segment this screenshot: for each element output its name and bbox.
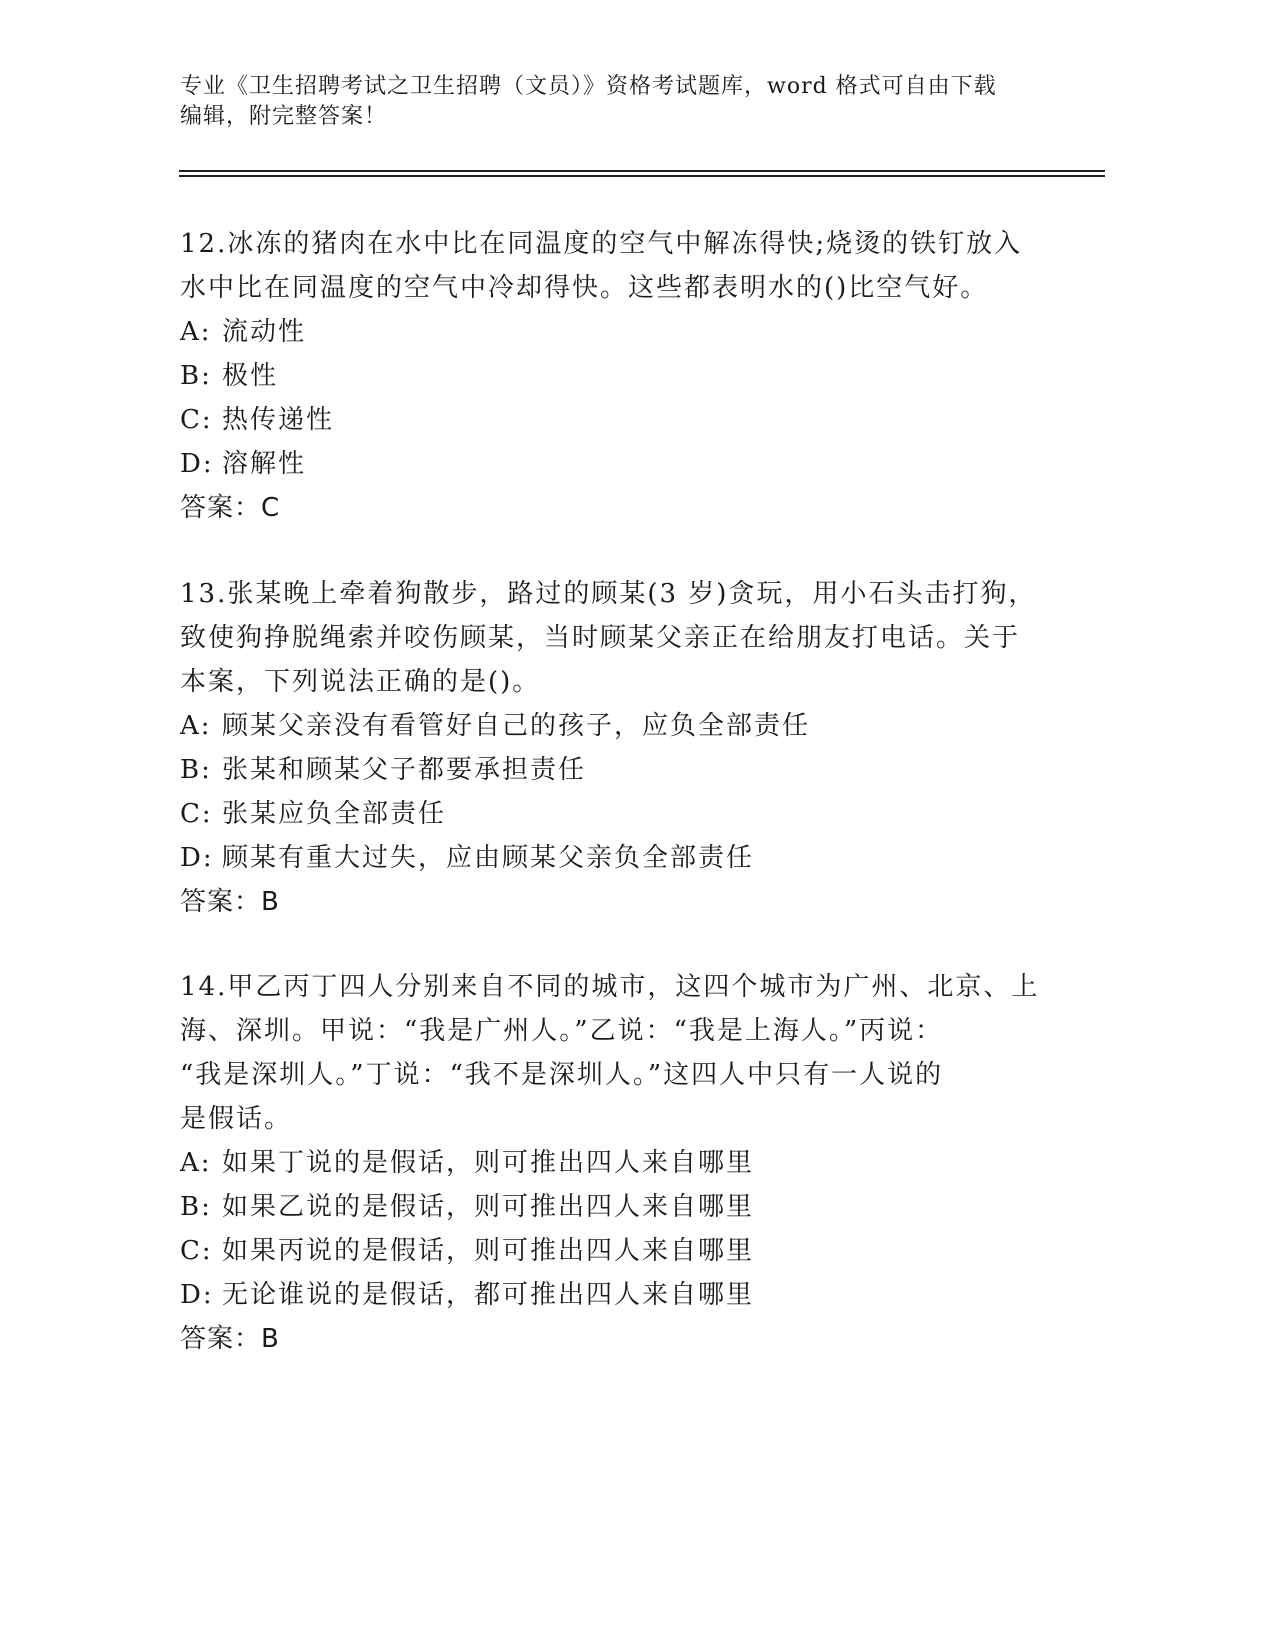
header-divider-bottom [179, 175, 1105, 177]
option-b [180, 748, 1040, 792]
option-d [180, 442, 1040, 486]
option-text: 极性 [222, 361, 279, 391]
option-text: 流动性 [222, 317, 307, 347]
question-13 [180, 572, 1040, 924]
option-text: 无论谁说的是假话，都可推出四人来自哪里 [222, 1280, 755, 1310]
option-key: C: [180, 405, 213, 435]
option-c [180, 792, 1040, 836]
answer-line: 答案：C [180, 493, 281, 523]
stem-line: 12.冰冻的猪肉在水中比在同温度的空气中解冻得快;烧烫的铁钉放入 [180, 229, 1023, 259]
option-c [180, 1229, 1040, 1273]
stem-line: 是假话。 [180, 1104, 293, 1134]
option-text: 张某和顾某父子都要承担责任 [222, 755, 587, 785]
option-key: A: [180, 711, 212, 741]
option-a [180, 310, 1040, 354]
option-b [180, 1185, 1040, 1229]
option-key: A: [180, 317, 212, 347]
question-stem [180, 965, 1040, 1141]
stem-line: 致使狗挣脱绳索并咬伤顾某，当时顾某父亲正在给朋友打电话。关于 [180, 623, 1021, 653]
option-text: 顾某有重大过失，应由顾某父亲负全部责任 [222, 843, 755, 873]
option-key: B: [180, 361, 212, 391]
header-divider-top [179, 170, 1105, 172]
option-key: C: [180, 799, 213, 829]
option-a [180, 1141, 1040, 1185]
option-key: D: [180, 449, 214, 479]
option-key: A: [180, 1148, 212, 1178]
stem-line: 13.张某晚上牵着狗散步，路过的顾某(3 岁)贪玩，用小石头击打狗， [180, 579, 1037, 609]
answer-line: 答案：B [180, 887, 280, 917]
document-header [180, 72, 1040, 132]
question-14 [180, 965, 1040, 1361]
header-title-line-2: 编辑，附完整答案！ [180, 104, 388, 129]
answer-line: 答案：B [180, 1324, 280, 1354]
option-key: B: [180, 755, 212, 785]
header-title-line-1: 专业《卫生招聘考试之卫生招聘（文员）》资格考试题库，word 格式可自由下载 [180, 74, 997, 99]
question-stem [180, 222, 1040, 310]
option-text: 如果丙说的是假话，则可推出四人来自哪里 [222, 1236, 755, 1266]
option-text: 溶解性 [222, 449, 307, 479]
question-12 [180, 222, 1040, 530]
option-text: 如果乙说的是假话，则可推出四人来自哪里 [222, 1192, 755, 1222]
stem-line: 本案，下列说法正确的是()。 [180, 667, 541, 697]
option-a [180, 704, 1040, 748]
question-stem [180, 572, 1040, 704]
option-text: 张某应负全部责任 [222, 799, 447, 829]
option-key: D: [180, 1280, 214, 1310]
stem-line: 水中比在同温度的空气中冷却得快。这些都表明水的()比空气好。 [180, 273, 989, 303]
option-key: C: [180, 1236, 213, 1266]
stem-line: 14.甲乙丙丁四人分别来自不同的城市，这四个城市为广州、北京、上 [180, 972, 1040, 1002]
option-d [180, 836, 1040, 880]
option-c [180, 398, 1040, 442]
option-text: 顾某父亲没有看管好自己的孩子，应负全部责任 [222, 711, 811, 741]
option-key: B: [180, 1192, 212, 1222]
option-b [180, 354, 1040, 398]
option-d [180, 1273, 1040, 1317]
stem-line: 海、深圳。甲说：“我是广州人。”乙说：“我是上海人。”丙说： [180, 1016, 944, 1046]
option-text: 如果丁说的是假话，则可推出四人来自哪里 [222, 1148, 755, 1178]
option-key: D: [180, 843, 214, 873]
option-text: 热传递性 [222, 405, 335, 435]
stem-line: “我是深圳人。”丁说：“我不是深圳人。”这四人中只有一人说的 [180, 1060, 944, 1090]
